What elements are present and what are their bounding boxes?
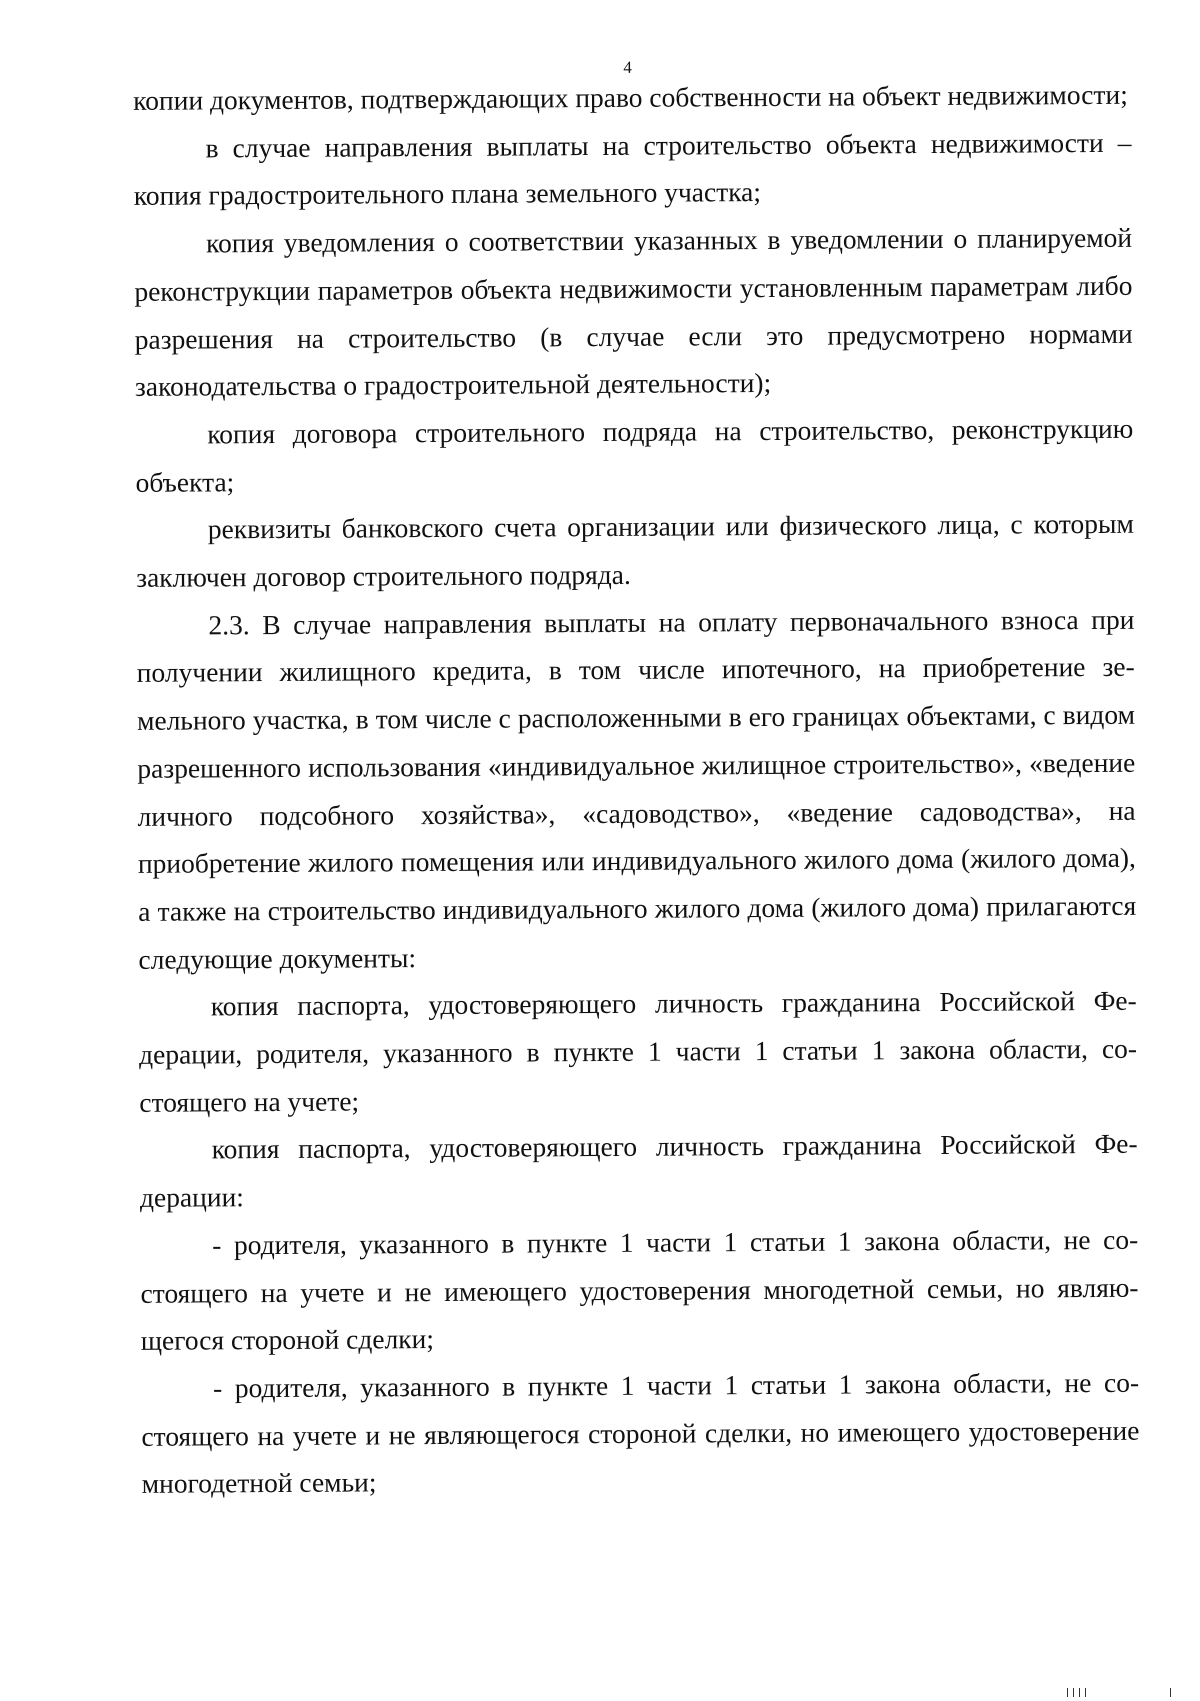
scan-artifact-mark bbox=[1067, 1688, 1068, 1697]
paragraph-notification-copy: копия уведомления о соответствии указанных в уведомлении о планируемой реконструкции параметров объекта недвижимости установленным параметрам либо разрешения на строительство (в случае если это предусмотрено нормами законодательства о градостроительной деятельности); bbox=[134, 221, 1133, 403]
paragraph-section-2-3: 2.3. В случае направления выплаты на оплату первоначального взноса при получении жилищного кредита, в том числе ипотечного, на приобретение земельного участка, в том числе с расположенными в его границах объектами, с видом разрешенного использования «индивидуальное жилищное строительство», «ведение личного подсобного хозяйства», «садоводство», «ведение садоводства», на приобретение жилого помещения или индивидуального жилого дома (жилого дома), а также на строительство индивидуального жилого дома (жилого дома) прилагаются следующие документы: bbox=[136, 603, 1137, 975]
paragraph-bank-details: реквизиты банковского счета организации или физического лица, с которым заключен договор строительного подряда. bbox=[136, 508, 1134, 593]
scan-artifact-mark bbox=[1170, 1688, 1171, 1697]
paragraph-construction-plan: в случае направления выплаты на строительство объекта недвижимости – копия градостроительного плана земельного участка; bbox=[133, 126, 1132, 212]
paragraph-passport-registered: копия паспорта, удостоверяющего личность гражданина Российской Федерации, родителя, указанного в пункте 1 части 1 статьи 1 закона области, состоящего на учете; bbox=[138, 985, 1138, 1118]
scan-artifact-mark bbox=[1085, 1688, 1086, 1697]
document-body bbox=[133, 71, 1140, 1508]
scan-artifact-mark bbox=[1073, 1688, 1074, 1697]
list-item-parent-party: - родителя, указанного в пункте 1 части 1 статьи 1 закона области, не состоящего на учете и не имеющего удостоверения многодетной семьи, но являющегося стороной сделки; bbox=[140, 1223, 1139, 1357]
paragraph-ownership-docs: копии документов, подтверждающих право собственности на объект недвижимости; bbox=[133, 78, 1128, 116]
paragraph-passport-intro: копия паспорта, удостоверяющего личность гражданина Российской Федерации: bbox=[139, 1128, 1138, 1214]
paragraph-contract-copy: копия договора строительного подряда на строительство, реконструкцию объекта; bbox=[135, 412, 1134, 498]
page-number: 4 bbox=[623, 57, 632, 77]
scan-artifact-mark bbox=[1079, 1688, 1080, 1697]
list-item-parent-certificate: - родителя, указанного в пункте 1 части 1 статьи 1 закона области, не состоящего на учете и не являющегося стороной сделки, но имеющего удостоверение многодетной семьи; bbox=[141, 1366, 1140, 1500]
